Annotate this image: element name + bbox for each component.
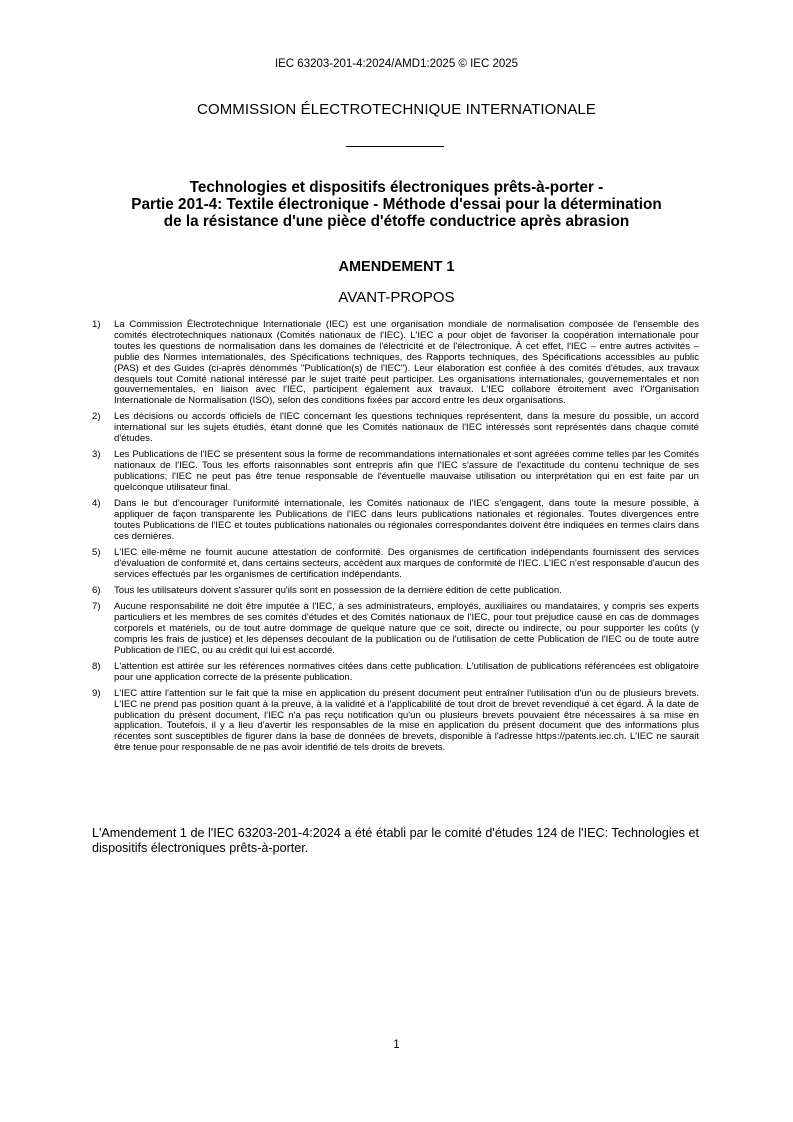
document-title [60,179,733,230]
clause-number: 4) [92,498,101,510]
clause-item [92,662,699,684]
clause-text: Tous les utilisateurs doivent s'assurer qu'ils sont en possession de la dernière édition de cette publication. [114,584,562,596]
clause-number: 8) [92,660,101,672]
clause-number: 2) [92,411,101,423]
clause-item [92,499,699,543]
closing-paragraph: L'Amendement 1 de l'IEC 63203-201-4:2024 a été établi par le comité d'études 124 de l'IEC: Technologies et dispositifs électroniques prêts-à-porter. [92,826,699,855]
clause-item [92,548,699,581]
separator-rule [346,146,444,147]
clause-text: La Commission Électrotechnique Internationale (IEC) est une organisation mondiale de normalisation composée de l'ensemble des comités électrotechniques nationaux (Comités nationaux de l'IEC). L'IEC a pour objet de favoriser la coopération internationale pour toutes les questions de normalisation dans les domaines de l'électricité et de l'électronique. À cet effet, l'IEC – entre autres activités – publie des Normes internationales, des Spécifications techniques, des Rapports techniques, des Spécifications accessibles au public (PAS) et des Guides (ci-après dénommés "Publication(s) de l'IEC"). Leur élaboration est confiée à des comités d'études, aux travaux desquels tout Comité national intéressé par le sujet traité peut participer. Les organisations internationales, gouvernementales et non gouvernementales, en liaison avec l'IEC, participent également aux travaux. L'IEC collabore étroitement avec l'Organisation Internationale de Normalisation (ISO), selon des conditions fixées par accord entre les deux organisations. [114,319,699,407]
clause-text: Les Publications de l'IEC se présentent sous la forme de recommandations internationales et sont agréées comme telles par les Comités nationaux de l'IEC. Tous les efforts raisonnables sont entrepris afin que l'IEC s'assure de l'exactitude du contenu technique de ses publications; l'IEC ne peut pas être tenue responsable de l'éventuelle mauvaise utilisation ou interprétation qui en est faite par un quelconque utilisateur final. [114,449,699,494]
clause-text: L'attention est attirée sur les références normatives citées dans cette publication. L'utilisation de publications référencées est obligatoire pour une application correcte de la présente publication. [114,660,699,683]
clause-item [92,602,699,657]
clause-text: L'IEC attire l'attention sur le fait que la mise en application du présent document peut entraîner l'utilisation d'un ou de plusieurs brevets. L'IEC ne prend pas position quant à la preuve, à la validité et à l'applicabilité de tout droit de brevet revendiqué à cet égard. À la date de publication du présent document, l'IEC n'a pas reçu notification qu'un ou plusieurs brevets pouvaient être nécessaires à sa mise en application. Toutefois, il y a lieu d'avertir les responsables de la mise en application du présent document que des informations plus récentes sont susceptibles de figurer dans la base de données de brevets, disponible à l'adresse https://patents.iec.ch. L'IEC ne saurait être tenue pour responsable de ne pas avoir identifié de tels droits de brevets. [114,687,699,754]
title-line-1: Technologies et dispositifs électroniques prêts-à-porter - [189,179,604,196]
clause-number: 1) [92,319,101,330]
clause-text: Aucune responsabilité ne doit être imputée à l'IEC, à ses administrateurs, employés, auxiliaires ou mandataires, y compris ses experts particuliers et les membres de ses comités d'études et des Comités nationaux de l'IEC, pour tout préjudice causé en cas de dommages corporels et matériels, ou de tout autre dommage de quelque nature que ce soit, directe ou indirecte, ou pour supporter les coûts (y compris les frais de justice) et les dépenses découlant de la publication ou de l'utilisation de cette Publication de l'IEC ou de toute autre Publication de l'IEC, ou au crédit qui lui est accordé. [114,600,699,656]
title-line-2: Partie 201-4: Textile électronique - Méthode d'essai pour la détermination [131,196,662,213]
clause-item [92,586,699,597]
clause-text: L'IEC elle-même ne fournit aucune attestation de conformité. Des organismes de certification indépendants fournissent des services d'évaluation de conformité et, dans certains secteurs, accèdent aux marques de conformité de l'IEC. L'IEC n'est responsable d'aucun des services effectués par les organismes de certification indépendants. [114,546,699,580]
clause-number: 9) [92,687,101,699]
title-line-3: de la résistance d'une pièce d'étoffe conductrice après abrasion [163,213,630,230]
clause-text: Les décisions ou accords officiels de l'IEC concernant les questions techniques représentent, dans la mesure du possible, un accord international sur les sujets étudiés, étant donné que les Comités nationaux de l'IEC intéressés sont représentés dans chaque comité d'études. [114,411,699,445]
clause-item [92,689,699,754]
foreword-heading: AVANT-PROPOS [338,289,455,306]
clause-item [92,412,699,445]
clause-number: 5) [92,546,101,558]
clause-item [92,450,699,494]
page-number: 1 [393,1039,400,1051]
document-reference: IEC 63203-201-4:2024/AMD1:2025 © IEC 2025 [274,58,519,70]
amendment-label: AMENDEMENT 1 [338,259,455,275]
foreword-clauses [92,320,699,759]
clause-text: Dans le but d'encourager l'uniformité internationale, les Comités nationaux de l'IEC s'engagent, dans toute la mesure possible, à appliquer de façon transparente les Publications de l'IEC dans leurs publications nationales et régionales. Toutes divergences entre toutes Publications de l'IEC et toutes publications nationales ou régionales correspondantes doivent être indiquées en termes clairs dans ces dernières. [114,498,699,542]
clause-number: 7) [92,600,101,612]
clause-number: 3) [92,449,101,461]
organization-name: COMMISSION ÉLECTROTECHNIQUE INTERNATIONALE [197,101,596,118]
clause-number: 6) [92,584,101,596]
clause-item [92,320,699,407]
